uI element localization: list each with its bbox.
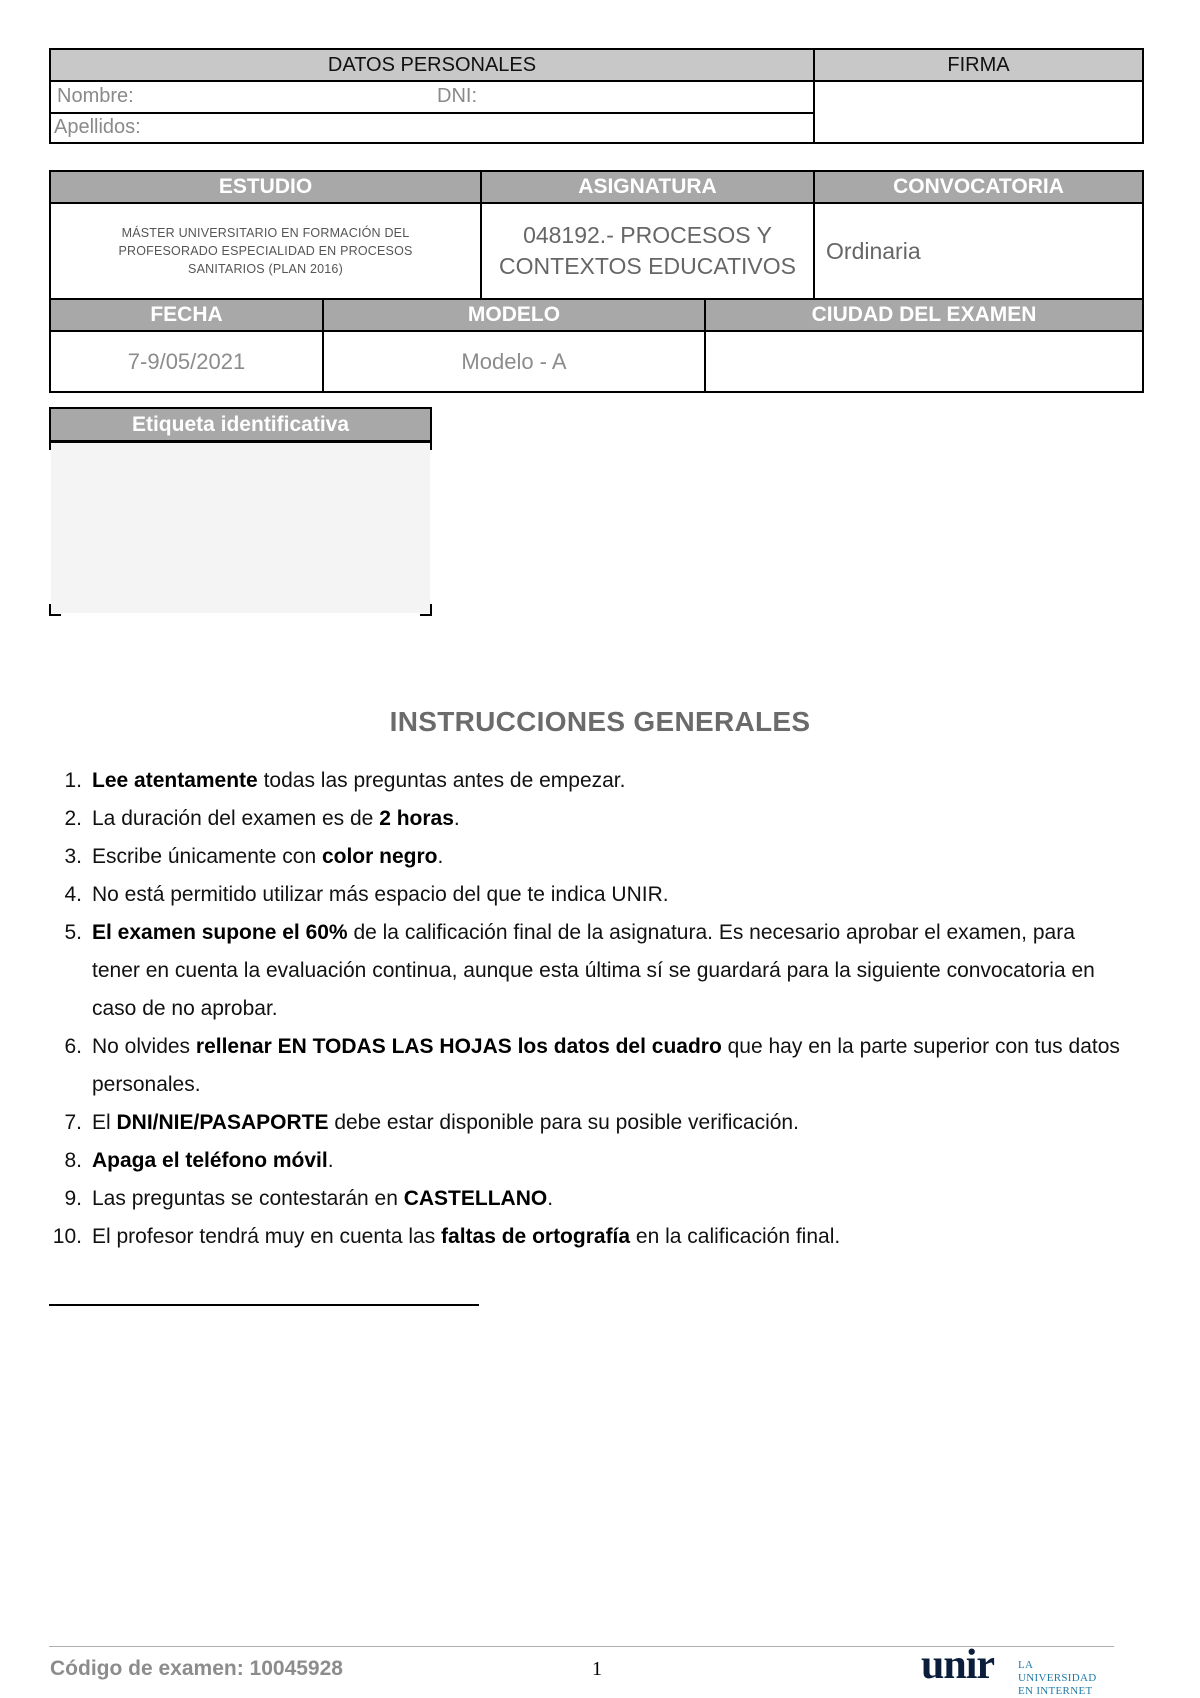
instruction-item bbox=[48, 876, 1128, 914]
instruction-item bbox=[48, 800, 1128, 838]
instruction-text: de la calificación final de la asignatura. Es necesario aprobar el examen, para tener en cuenta la evaluación continua, aunque esta última sí se guardará para la siguiente convocatoria en caso de no aprobar. bbox=[92, 921, 1095, 1020]
fecha-value: 7-9/05/2021 bbox=[50, 331, 323, 392]
firma-header: FIRMA bbox=[814, 49, 1143, 81]
instruction-emphasis: Apaga el teléfono móvil bbox=[92, 1149, 328, 1172]
instruction-text: El profesor tendrá muy en cuenta las bbox=[92, 1225, 442, 1248]
instruction-text: debe estar disponible para su posible verificación. bbox=[328, 1111, 799, 1134]
instructions-title: INSTRUCCIONES GENERALES bbox=[389, 706, 811, 737]
instruction-emphasis: El examen supone el 60% bbox=[92, 921, 348, 944]
instruction-number: 6. bbox=[64, 1035, 82, 1058]
instruction-text: todas las preguntas antes de empezar. bbox=[257, 769, 626, 792]
fecha-header: FECHA bbox=[50, 299, 323, 331]
instruction-text: . bbox=[547, 1187, 554, 1210]
instruction-text: . bbox=[327, 1149, 334, 1172]
instruction-item bbox=[48, 1104, 1128, 1142]
instruction-number: 2. bbox=[64, 807, 82, 830]
instruction-emphasis: DNI/NIE/PASAPORTE bbox=[116, 1111, 329, 1134]
instruction-text: Las preguntas se contestarán en bbox=[92, 1187, 404, 1210]
personal-data-header: DATOS PERSONALES bbox=[50, 49, 814, 81]
instruction-emphasis: rellenar EN TODAS LAS HOJAS los datos del cuadro bbox=[195, 1035, 722, 1058]
instruction-item bbox=[48, 1180, 1128, 1218]
estudio-header: ESTUDIO bbox=[50, 171, 481, 203]
instruction-emphasis: color negro bbox=[321, 845, 438, 868]
unir-logo: unir bbox=[921, 1642, 995, 1688]
etiqueta-corner-marks bbox=[49, 440, 432, 616]
convocatoria-header: CONVOCATORIA bbox=[814, 171, 1143, 203]
instruction-number: 10. bbox=[52, 1225, 82, 1248]
instruction-item bbox=[48, 1142, 1128, 1180]
instructions-list bbox=[48, 762, 1128, 1256]
instruction-item bbox=[48, 838, 1128, 876]
instruction-text: . bbox=[453, 807, 460, 830]
instruction-number: 4. bbox=[64, 883, 82, 906]
asignatura-header: ASIGNATURA bbox=[481, 171, 814, 203]
etiqueta-header: Etiqueta identificativa bbox=[49, 407, 432, 443]
exam-code: Código de examen: 10045928 bbox=[50, 1657, 343, 1680]
instruction-number: 5. bbox=[64, 921, 82, 944]
instruction-emphasis: CASTELLANO bbox=[403, 1187, 548, 1210]
convocatoria-value: Ordinaria bbox=[814, 203, 1143, 299]
exam-info-table bbox=[49, 170, 1144, 393]
instruction-number: 3. bbox=[64, 845, 82, 868]
instruction-number: 8. bbox=[64, 1149, 82, 1172]
nombre-dni-row[interactable] bbox=[50, 81, 814, 113]
page-number: 1 bbox=[592, 1658, 602, 1680]
apellidos-label: Apellidos: bbox=[54, 116, 141, 138]
instruction-text: La duración del examen es de bbox=[92, 807, 380, 830]
nombre-label: Nombre: bbox=[57, 85, 134, 107]
instruction-item bbox=[48, 914, 1128, 1028]
instruction-text: El bbox=[92, 1111, 117, 1134]
instruction-number: 1. bbox=[64, 769, 82, 792]
estudio-value: MÁSTER UNIVERSITARIO EN FORMACIÓN DEL PROFESORADO ESPECIALIDAD EN PROCESOS SANITARIOS (PLAN 2016) bbox=[50, 203, 481, 299]
firma-field[interactable] bbox=[814, 81, 1143, 143]
instruction-item bbox=[48, 1028, 1128, 1104]
modelo-value: Modelo - A bbox=[323, 331, 705, 392]
instruction-text: en la calificación final. bbox=[630, 1225, 841, 1248]
unir-logo-tagline: LA UNIVERSIDAD EN INTERNET bbox=[1018, 1659, 1097, 1697]
instruction-emphasis: 2 horas bbox=[379, 807, 454, 830]
instruction-text: No olvides bbox=[92, 1035, 196, 1058]
ciudad-field[interactable] bbox=[705, 331, 1143, 392]
instruction-number: 9. bbox=[64, 1187, 82, 1210]
instruction-number: 7. bbox=[64, 1111, 82, 1134]
personal-data-table bbox=[49, 48, 1144, 144]
instruction-text: Escribe únicamente con bbox=[92, 845, 322, 868]
apellidos-row[interactable] bbox=[50, 113, 814, 143]
ciudad-header: CIUDAD DEL EXAMEN bbox=[705, 299, 1143, 331]
instruction-item bbox=[48, 1218, 1128, 1256]
instruction-item bbox=[48, 762, 1128, 800]
asignatura-value: 048192.- PROCESOS Y CONTEXTOS EDUCATIVOS bbox=[481, 203, 814, 299]
instruction-text: . bbox=[437, 845, 444, 868]
footnote-separator bbox=[49, 1304, 479, 1306]
modelo-header: MODELO bbox=[323, 299, 705, 331]
instruction-emphasis: Lee atentamente bbox=[92, 769, 258, 792]
instruction-emphasis: faltas de ortografía bbox=[441, 1225, 631, 1248]
instruction-text: que hay en la parte superior con tus datos personales. bbox=[92, 1035, 1120, 1096]
instruction-text: No está permitido utilizar más espacio del que te indica UNIR. bbox=[92, 883, 669, 906]
dni-label: DNI: bbox=[437, 85, 477, 107]
